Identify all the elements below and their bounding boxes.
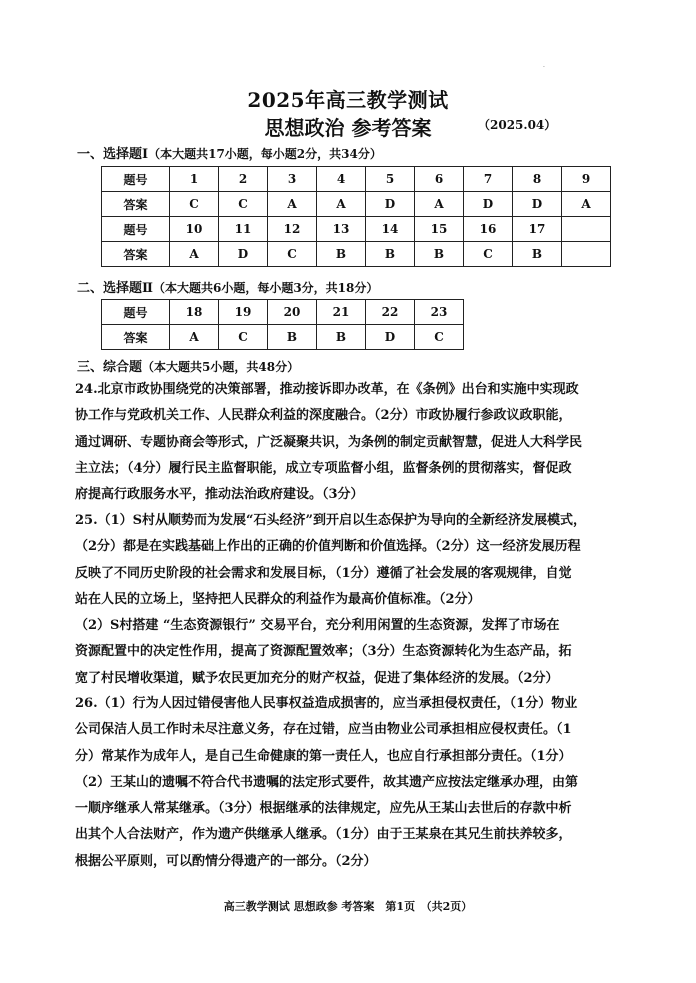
row-header-cell: 题号 — [102, 217, 170, 242]
answer-cell: B — [317, 325, 366, 350]
row-header-cell: 答案 — [102, 325, 170, 350]
table-row — [102, 192, 611, 217]
answer-cell: 18 — [170, 300, 219, 325]
answer-cell: 8 — [513, 167, 562, 192]
answer-cell: C — [170, 192, 219, 217]
answer-cell: B — [366, 242, 415, 267]
section2-answer-table — [101, 299, 464, 350]
row-header-cell: 题号 — [102, 167, 170, 192]
answer-cell: 3 — [268, 167, 317, 192]
answer-cell: B — [415, 242, 464, 267]
answer-cell: 19 — [219, 300, 268, 325]
section1-answer-table — [101, 166, 611, 267]
answer-cell: B — [317, 242, 366, 267]
answer-cell: 20 — [268, 300, 317, 325]
page-title: 2025年高三教学测试 — [247, 88, 449, 112]
answer-cell: A — [170, 242, 219, 267]
section2-heading — [77, 277, 378, 296]
answer-cell: 10 — [170, 217, 219, 242]
answer-cell: 13 — [317, 217, 366, 242]
answer-cell: 7 — [464, 167, 513, 192]
answer-cell: 6 — [415, 167, 464, 192]
table-row — [102, 217, 611, 242]
page-footer: 高三教学测试 思想政参 考答案 第1页 （共2页） — [223, 900, 473, 913]
answer-cell: 2 — [219, 167, 268, 192]
q26-line: （2）王某山的遗嘱不符合代书遗嘱的法定形式要件，故其遗产应按法定继承办理，由第 — [75, 774, 579, 790]
q24-line: 通过调研、专题协商会等形式，广泛凝聚共识，为条例的制定贡献智慧，促进人大科学民 — [75, 434, 583, 450]
q26-line: 分）常某作为成年人，是自己生命健康的第一责任人，也应自行承担部分责任。（1分） — [75, 748, 572, 764]
row-header-cell: 答案 — [102, 242, 170, 267]
page-subtitle — [0, 112, 696, 141]
answer-cell: B — [513, 242, 562, 267]
q25-line: （2）S村搭建 “生态资源银行” 交易平台，充分利用闲置的生态资源，发挥了市场在 — [75, 618, 560, 634]
answer-cell: 16 — [464, 217, 513, 242]
answer-cell: D — [464, 192, 513, 217]
q26-line: 一顺序继承人常某继承。（3分）根据继承的法律规定，应先从王某山去世后的存款中析 — [75, 801, 572, 817]
answer-cell: C — [464, 242, 513, 267]
q25-line: 反映了不同历史阶段的社会需求和发展目标，（1分）遵循了社会发展的客观规律，自觉 — [75, 565, 572, 581]
test-date: （2025.04） — [478, 118, 557, 132]
table-row — [102, 325, 464, 350]
q26-line: 26.（1）行为人因过错侵害他人民事权益造成损害的，应当承担侵权责任，（1分）物业 — [75, 696, 578, 711]
section2-label: 二、选择题Ⅱ — [77, 281, 153, 296]
section1-note: （本大题共17小题，每小题2分，共34分） — [148, 147, 382, 161]
answer-cell: A — [317, 192, 366, 217]
answer-cell: D — [366, 325, 415, 350]
table-row — [102, 242, 611, 267]
answer-cell: 23 — [415, 300, 464, 325]
question-25-answer — [75, 508, 623, 692]
answer-cell: 5 — [366, 167, 415, 192]
q26-line: 根据公平原则，可以酌情分得遗产的一部分。（2分） — [75, 853, 377, 869]
table-row — [102, 167, 611, 192]
answer-cell: B — [268, 325, 317, 350]
section3-label: 三、综合题 — [77, 360, 143, 375]
q26-line: 公司保洁人员工作时未尽注意义务，存在过错，应当由物业公司承担相应侵权责任。（1 — [75, 722, 572, 738]
q25-line: 宽了村民增收渠道，赋予农民更加充分的财产权益，促进了集体经济的发展。（2分） — [75, 670, 559, 686]
q24-line: 府提高行政服务水平，推动法治政府建设。（3分） — [75, 487, 364, 503]
answer-cell: 12 — [268, 217, 317, 242]
answer-cell: D — [366, 192, 415, 217]
answer-cell: 9 — [562, 167, 611, 192]
answer-cell: C — [219, 192, 268, 217]
table-row — [102, 300, 464, 325]
section1-heading — [77, 143, 382, 162]
answer-cell: 14 — [366, 217, 415, 242]
answer-cell: 11 — [219, 217, 268, 242]
answer-cell: D — [219, 242, 268, 267]
answer-cell: 17 — [513, 217, 562, 242]
question-26-answer — [75, 691, 623, 875]
q24-line: 协工作与党政机关工作、人民群众利益的深度融合。（2分）市政协履行参政议政职能， — [75, 408, 572, 424]
corner-mark: . — [543, 62, 545, 69]
answer-cell: C — [219, 325, 268, 350]
answer-cell — [562, 242, 611, 267]
q25-line: 资源配置中的决定性作用，提高了资源配置效率；（3分）生态资源转化为生态产品，拓 — [75, 644, 572, 660]
answer-cell: A — [562, 192, 611, 217]
answer-cell: A — [170, 325, 219, 350]
answer-cell: 1 — [170, 167, 219, 192]
row-header-cell: 题号 — [102, 300, 170, 325]
q25-line: 25.（1）S村从顺势而为发展“石头经济”到开启以生态保护为导向的全新经济发展模式， — [75, 513, 587, 528]
section1-label: 一、选择题Ⅰ — [77, 147, 149, 162]
q24-line: 24.北京市政协围绕党的决策部署，推动接诉即办改革，在《条例》出台和实施中实现政 — [75, 382, 579, 397]
answer-cell — [562, 217, 611, 242]
section2-note: （本大题共6小题，每小题3分，共18分） — [152, 281, 379, 295]
answer-cell: C — [415, 325, 464, 350]
row-header-cell: 答案 — [102, 192, 170, 217]
question-24-answer — [75, 377, 623, 508]
answer-cell: D — [513, 192, 562, 217]
section3-heading — [77, 356, 299, 375]
q26-line: 出其个人合法财产，作为遗产供继承人继承。（1分）由于王某泉在其兄生前扶养较多， — [75, 827, 572, 843]
subtitle-text: 思想政治 参考答案 — [264, 116, 432, 140]
answer-cell: A — [268, 192, 317, 217]
answer-cell: A — [415, 192, 464, 217]
section3-note: （本大题共5小题，共48分） — [142, 360, 300, 374]
answer-cell: 4 — [317, 167, 366, 192]
answer-cell: 22 — [366, 300, 415, 325]
q25-line: （2分）都是在实践基础上作出的正确的价值判断和价值选择。（2分）这一经济发展历程 — [75, 539, 581, 555]
answer-cell: 21 — [317, 300, 366, 325]
answer-cell: 15 — [415, 217, 464, 242]
q25-line: 站在人民的立场上，坚持把人民群众的利益作为最高价值标准。（2分） — [75, 591, 481, 607]
q24-line: 主立法；（4分）履行民主监督职能，成立专项监督小组，监督条例的贯彻落实，督促政 — [75, 460, 572, 476]
answer-cell: C — [268, 242, 317, 267]
